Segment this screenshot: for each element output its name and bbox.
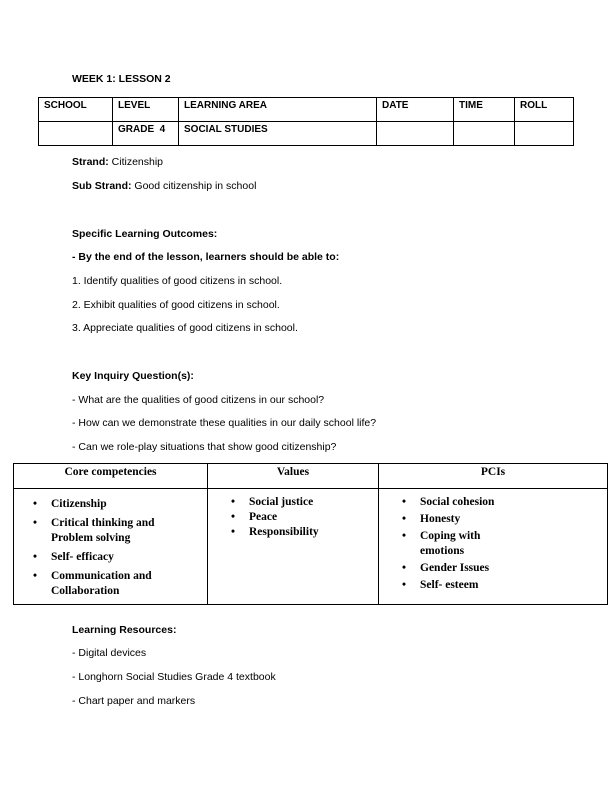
header-values: Values xyxy=(208,464,379,489)
list-item: • Honesty xyxy=(420,512,606,527)
header-date: DATE xyxy=(377,98,454,122)
list-item: • Self- efficacy xyxy=(51,550,206,565)
outcome-item: 1. Identify qualities of good citizens in school. xyxy=(72,275,283,287)
resources-heading: Learning Resources: xyxy=(72,624,177,636)
sub-strand-label: Sub Strand: xyxy=(72,180,132,192)
outcomes-heading: Specific Learning Outcomes: xyxy=(72,228,218,240)
cell-time xyxy=(454,122,515,146)
header-pcis: PCIs xyxy=(379,464,608,489)
list-item: • Social cohesion xyxy=(420,495,606,510)
resource-item: - Longhorn Social Studies Grade 4 textbook xyxy=(72,671,276,683)
list-item: • Coping with emotions xyxy=(420,529,490,559)
table-row xyxy=(39,122,574,146)
table-row xyxy=(39,98,574,122)
sub-strand-value: Good citizenship in school xyxy=(131,180,257,192)
inquiry-item: - How can we demonstrate these qualities in our daily school life? xyxy=(72,417,377,429)
inquiry-item: - Can we role-play situations that show good citizenship? xyxy=(72,441,337,453)
header-school: SCHOOL xyxy=(39,98,113,122)
values-cell xyxy=(208,489,379,605)
list-item: • Social justice xyxy=(249,495,377,510)
lesson-info-table xyxy=(38,97,574,146)
outcome-item: 3. Appreciate qualities of good citizens in school. xyxy=(72,322,298,334)
list-item: • Communication and Collaboration xyxy=(51,569,163,599)
outcomes-intro: - By the end of the lesson, learners should be able to: xyxy=(72,251,340,263)
cell-school xyxy=(39,122,113,146)
list-item: • Self- esteem xyxy=(420,578,606,593)
pcis-cell xyxy=(379,489,608,605)
header-learning-area: LEARNING AREA xyxy=(179,98,377,122)
strand-label: Strand: xyxy=(72,156,109,168)
cell-learning-area: SOCIAL STUDIES xyxy=(179,122,377,146)
header-roll: ROLL xyxy=(515,98,574,122)
header-time: TIME xyxy=(454,98,515,122)
resource-item: - Chart paper and markers xyxy=(72,695,196,707)
list-item: • Citizenship xyxy=(51,497,206,512)
cell-date xyxy=(377,122,454,146)
competency-table xyxy=(13,463,608,605)
sub-strand-line xyxy=(72,179,256,193)
list-item: • Gender Issues xyxy=(420,561,606,576)
list-item: • Peace xyxy=(249,510,377,525)
header-level: LEVEL xyxy=(113,98,179,122)
list-item: • Critical thinking and Problem solving xyxy=(51,516,169,546)
cell-roll xyxy=(515,122,574,146)
cell-level: GRADE 4 xyxy=(113,122,179,146)
inquiry-heading: Key Inquiry Question(s): xyxy=(72,370,194,382)
header-core-competencies: Core competencies xyxy=(14,464,208,489)
resource-item: - Digital devices xyxy=(72,647,147,659)
table-row xyxy=(14,489,608,605)
inquiry-item: - What are the qualities of good citizens in our school? xyxy=(72,394,325,406)
strand-line xyxy=(72,155,163,169)
outcome-item: 2. Exhibit qualities of good citizens in school. xyxy=(72,299,280,311)
strand-value: Citizenship xyxy=(108,156,164,168)
list-item: • Responsibility xyxy=(249,525,377,540)
core-competencies-cell xyxy=(14,489,208,605)
table-row xyxy=(14,464,608,489)
week-lesson-title: WEEK 1: LESSON 2 xyxy=(72,73,171,85)
